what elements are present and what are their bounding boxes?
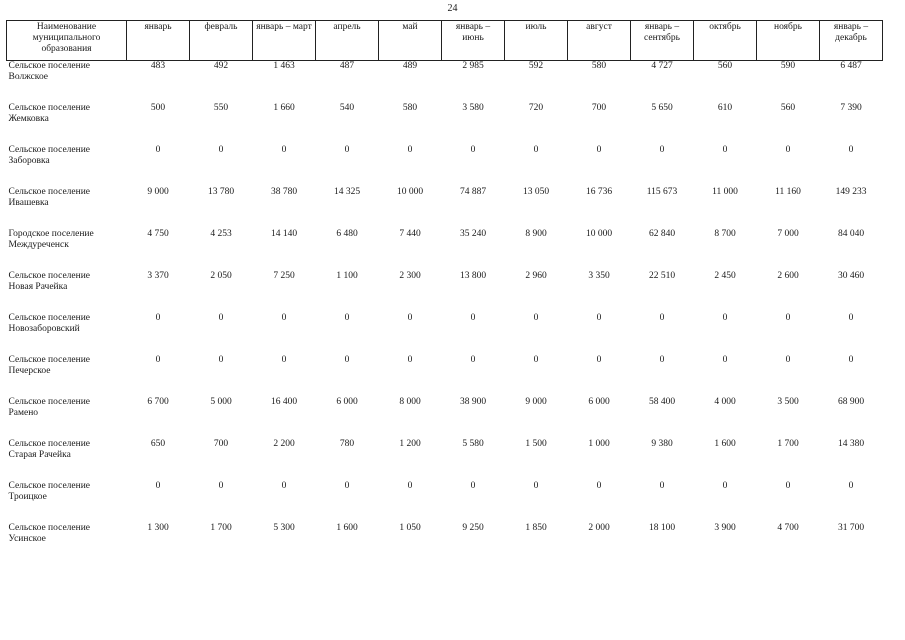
value-cell: 590: [780, 61, 796, 71]
value-cell: 62 840: [648, 229, 676, 239]
value-cell: 1 600: [714, 439, 736, 449]
municipality-type: Сельское поселение: [8, 481, 91, 491]
column-header: январь: [127, 21, 190, 61]
table-body: [7, 61, 883, 566]
value-cell: 8 000: [399, 397, 421, 407]
value-cell: 10 000: [585, 229, 613, 239]
value-cell: 0: [722, 481, 728, 491]
value-cell: 2 050: [210, 271, 232, 281]
municipality-name: Троицкое: [8, 492, 47, 502]
value-cell: 483: [150, 61, 166, 71]
value-cell: 1 100: [336, 271, 358, 281]
value-cell: 18 100: [648, 523, 676, 533]
value-cell: 7 250: [273, 271, 295, 281]
municipality-name: Новозаборовский: [8, 324, 80, 334]
value-cell: 0: [470, 145, 476, 155]
column-header: апрель: [316, 21, 379, 61]
value-cell: 0: [281, 481, 287, 491]
value-cell: 38 780: [270, 187, 298, 197]
value-cell: 5 300: [273, 523, 295, 533]
municipality-name: Ивашевка: [8, 198, 49, 208]
column-header: январь – март: [253, 21, 316, 61]
value-cell: 560: [717, 61, 733, 71]
value-cell: 7 440: [399, 229, 421, 239]
value-cell: 550: [213, 103, 229, 113]
value-cell: 3 500: [777, 397, 799, 407]
value-cell: 9 000: [147, 187, 169, 197]
value-cell: 30 460: [837, 271, 865, 281]
value-cell: 4 727: [651, 61, 673, 71]
value-cell: 0: [785, 313, 791, 323]
column-header: октябрь: [694, 21, 757, 61]
value-cell: 0: [659, 481, 665, 491]
value-cell: 2 960: [525, 271, 547, 281]
row-name-cell: [7, 481, 127, 523]
value-cell: 16 736: [585, 187, 613, 197]
value-cell: 0: [596, 313, 602, 323]
table-row: [7, 355, 883, 397]
table-row: [7, 397, 883, 439]
value-cell: 0: [407, 145, 413, 155]
value-cell: 0: [470, 481, 476, 491]
value-cell: 0: [218, 145, 224, 155]
value-cell: 1 700: [210, 523, 232, 533]
municipality-name: Новая Рачейка: [8, 282, 68, 292]
page-number: 24: [447, 3, 458, 14]
value-cell: 31 700: [837, 523, 865, 533]
value-cell: 9 000: [525, 397, 547, 407]
value-cell: 1 000: [588, 439, 610, 449]
value-cell: 0: [596, 145, 602, 155]
value-cell: 0: [218, 313, 224, 323]
table-row: [7, 103, 883, 145]
value-cell: 0: [785, 355, 791, 365]
value-cell: 0: [281, 355, 287, 365]
value-cell: 0: [344, 481, 350, 491]
value-cell: 0: [785, 145, 791, 155]
value-cell: 0: [407, 481, 413, 491]
column-header: май: [379, 21, 442, 61]
value-cell: 0: [470, 355, 476, 365]
value-cell: 0: [155, 313, 161, 323]
value-cell: 0: [155, 355, 161, 365]
value-cell: 492: [213, 61, 229, 71]
value-cell: 74 887: [459, 187, 487, 197]
value-cell: 6 480: [336, 229, 358, 239]
row-name-cell: [7, 439, 127, 481]
value-cell: 2 985: [462, 61, 484, 71]
value-cell: 2 000: [588, 523, 610, 533]
municipality-type: Сельское поселение: [8, 103, 91, 113]
value-cell: 13 800: [459, 271, 487, 281]
value-cell: 0: [281, 313, 287, 323]
municipality-name: Волжское: [8, 72, 49, 82]
value-cell: 3 370: [147, 271, 169, 281]
value-cell: 1 500: [525, 439, 547, 449]
municipality-name: Печерское: [8, 366, 51, 376]
value-cell: 2 200: [273, 439, 295, 449]
value-cell: 580: [402, 103, 418, 113]
table-row: [7, 271, 883, 313]
column-header: январь – июнь: [442, 21, 505, 61]
value-cell: 35 240: [459, 229, 487, 239]
value-cell: 115 673: [646, 187, 678, 197]
column-header: январь – декабрь: [820, 21, 883, 61]
value-cell: 0: [470, 313, 476, 323]
municipality-type: Городское поселение: [8, 229, 94, 239]
value-cell: 700: [591, 103, 607, 113]
value-cell: 4 700: [777, 523, 799, 533]
value-cell: 0: [344, 355, 350, 365]
value-cell: 14 380: [837, 439, 865, 449]
table-row: [7, 439, 883, 481]
value-cell: 0: [155, 145, 161, 155]
column-header: июль: [505, 21, 568, 61]
value-cell: 0: [218, 355, 224, 365]
value-cell: 0: [407, 355, 413, 365]
value-cell: 0: [533, 481, 539, 491]
table-row: [7, 313, 883, 355]
value-cell: 0: [596, 481, 602, 491]
table-row: [7, 481, 883, 523]
value-cell: 1 600: [336, 523, 358, 533]
value-cell: 11 160: [775, 187, 801, 197]
value-cell: 1 463: [273, 61, 295, 71]
value-cell: 3 900: [714, 523, 736, 533]
municipality-type: Сельское поселение: [8, 523, 91, 533]
value-cell: 0: [659, 145, 665, 155]
value-cell: 610: [717, 103, 733, 113]
value-cell: 149 233: [835, 187, 867, 197]
column-header-name: Наименование муниципального образования: [7, 21, 127, 61]
value-cell: 540: [339, 103, 355, 113]
table-row: [7, 145, 883, 187]
value-cell: 4 000: [714, 397, 736, 407]
value-cell: 0: [722, 145, 728, 155]
column-header: январь – сентябрь: [631, 21, 694, 61]
value-cell: 0: [722, 355, 728, 365]
value-cell: 10 000: [396, 187, 424, 197]
value-cell: 580: [591, 61, 607, 71]
value-cell: 0: [533, 355, 539, 365]
value-cell: 5 580: [462, 439, 484, 449]
municipality-type: Сельское поселение: [8, 61, 91, 71]
table-row: [7, 187, 883, 229]
value-cell: 500: [150, 103, 166, 113]
value-cell: 0: [155, 481, 161, 491]
row-name-cell: [7, 145, 127, 187]
value-cell: 2 300: [399, 271, 421, 281]
value-cell: 5 000: [210, 397, 232, 407]
value-cell: 6 000: [588, 397, 610, 407]
value-cell: 489: [402, 61, 418, 71]
value-cell: 11 000: [712, 187, 738, 197]
value-cell: 0: [785, 481, 791, 491]
data-table: [6, 20, 883, 565]
row-name-cell: [7, 103, 127, 145]
municipality-type: Сельское поселение: [8, 355, 91, 365]
value-cell: 16 400: [270, 397, 298, 407]
value-cell: 0: [344, 313, 350, 323]
municipality-type: Сельское поселение: [8, 313, 91, 323]
value-cell: 1 850: [525, 523, 547, 533]
value-cell: 6 000: [336, 397, 358, 407]
municipality-type: Сельское поселение: [8, 439, 91, 449]
value-cell: 0: [407, 313, 413, 323]
value-cell: 1 050: [399, 523, 421, 533]
municipality-type: Сельское поселение: [8, 397, 91, 407]
value-cell: 1 300: [147, 523, 169, 533]
value-cell: 780: [339, 439, 355, 449]
value-cell: 84 040: [837, 229, 865, 239]
value-cell: 7 000: [777, 229, 799, 239]
value-cell: 0: [848, 145, 854, 155]
row-name-cell: [7, 229, 127, 271]
value-cell: 650: [150, 439, 166, 449]
row-name-cell: [7, 61, 127, 104]
row-name-cell: [7, 313, 127, 355]
value-cell: 0: [722, 313, 728, 323]
column-header: февраль: [190, 21, 253, 61]
value-cell: 0: [281, 145, 287, 155]
value-cell: 2 450: [714, 271, 736, 281]
municipality-name: Жемковка: [8, 114, 49, 124]
municipality-type: Сельское поселение: [8, 271, 91, 281]
municipality-name: Усинское: [8, 534, 46, 544]
table-row: [7, 61, 883, 104]
value-cell: 58 400: [648, 397, 676, 407]
value-cell: 720: [528, 103, 544, 113]
value-cell: 487: [339, 61, 355, 71]
value-cell: 0: [848, 355, 854, 365]
column-header: ноябрь: [757, 21, 820, 61]
municipality-type: Сельское поселение: [8, 187, 91, 197]
value-cell: 0: [659, 313, 665, 323]
table-row: [7, 229, 883, 271]
value-cell: 0: [218, 481, 224, 491]
value-cell: 4 750: [147, 229, 169, 239]
value-cell: 1 200: [399, 439, 421, 449]
row-name-cell: [7, 523, 127, 565]
value-cell: 14 325: [333, 187, 361, 197]
value-cell: 9 250: [462, 523, 484, 533]
row-name-cell: [7, 355, 127, 397]
row-name-cell: [7, 271, 127, 313]
value-cell: 6 700: [147, 397, 169, 407]
value-cell: 8 900: [525, 229, 547, 239]
value-cell: 0: [533, 145, 539, 155]
value-cell: 3 350: [588, 271, 610, 281]
value-cell: 8 700: [714, 229, 736, 239]
value-cell: 592: [528, 61, 544, 71]
municipality-name: Рамено: [8, 408, 39, 418]
value-cell: 0: [596, 355, 602, 365]
value-cell: 3 580: [462, 103, 484, 113]
municipality-name: Старая Рачейка: [8, 450, 71, 460]
municipality-name: Заборовка: [8, 156, 50, 166]
value-cell: 14 140: [270, 229, 298, 239]
value-cell: 4 253: [210, 229, 232, 239]
value-cell: 0: [344, 145, 350, 155]
value-cell: 13 780: [207, 187, 235, 197]
value-cell: 7 390: [840, 103, 862, 113]
value-cell: 6 487: [840, 61, 862, 71]
value-cell: 68 900: [837, 397, 865, 407]
municipality-name: Междуреченск: [8, 240, 69, 250]
row-name-cell: [7, 187, 127, 229]
column-header: август: [568, 21, 631, 61]
value-cell: 1 660: [273, 103, 295, 113]
value-cell: 9 380: [651, 439, 673, 449]
table-row: [7, 523, 883, 565]
value-cell: 1 700: [777, 439, 799, 449]
value-cell: 13 050: [522, 187, 550, 197]
value-cell: 5 650: [651, 103, 673, 113]
value-cell: 0: [533, 313, 539, 323]
value-cell: 0: [848, 313, 854, 323]
table-header-row: [7, 21, 883, 61]
value-cell: 2 600: [777, 271, 799, 281]
value-cell: 560: [780, 103, 796, 113]
value-cell: 0: [848, 481, 854, 491]
municipality-type: Сельское поселение: [8, 145, 91, 155]
row-name-cell: [7, 397, 127, 439]
value-cell: 38 900: [459, 397, 487, 407]
value-cell: 22 510: [648, 271, 676, 281]
value-cell: 700: [213, 439, 229, 449]
value-cell: 0: [659, 355, 665, 365]
